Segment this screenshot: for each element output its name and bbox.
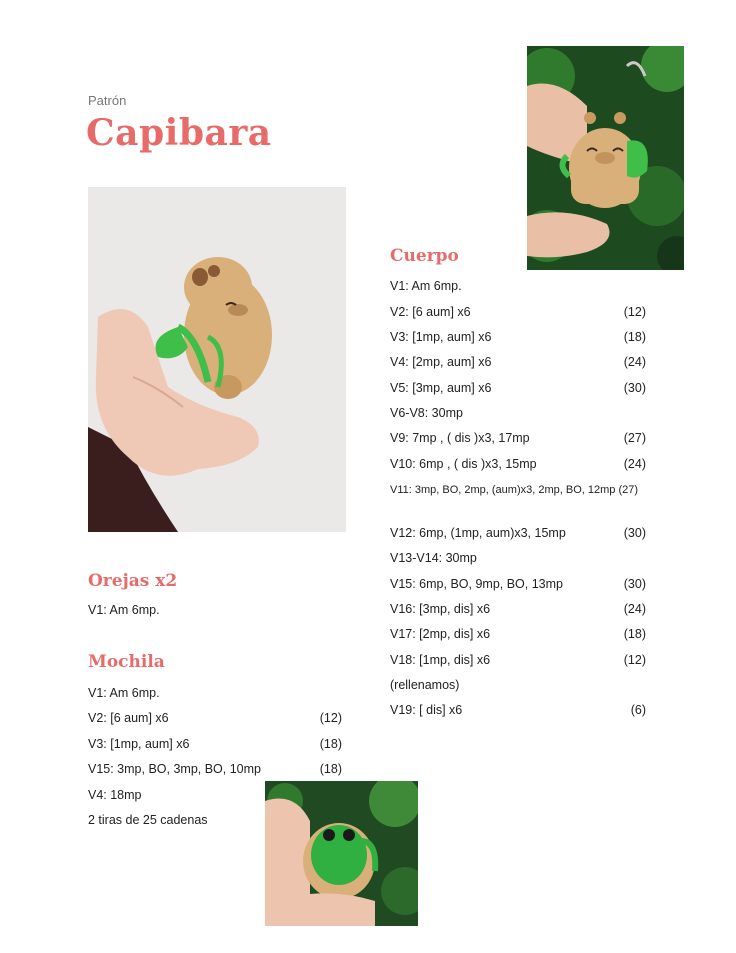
stitch-count: (12) (319, 711, 342, 725)
instruction-text: V9: 7mp , ( dis )x3, 17mp (390, 431, 530, 445)
instruction-text: V13-V14: 30mp (390, 551, 477, 565)
cuerpo-row (390, 279, 646, 293)
stitch-count: (18) (623, 330, 646, 344)
cuerpo-row (390, 305, 646, 319)
section-title-orejas: Orejas x2 (88, 571, 178, 591)
instruction-text: V4: [2mp, aum] x6 (390, 355, 492, 369)
stitch-count: (24) (623, 355, 646, 369)
stitch-count: (30) (623, 381, 646, 395)
stitch-count: (18) (319, 737, 342, 751)
section-title-cuerpo: Cuerpo (390, 246, 459, 266)
cuerpo-row (390, 551, 646, 565)
stitch-count: (30) (623, 526, 646, 540)
section-title-mochila: Mochila (88, 652, 165, 672)
cuerpo-row (390, 330, 646, 344)
cuerpo-row (390, 703, 646, 717)
instruction-text: V11: 3mp, BO, 2mp, (aum)x3, 2mp, BO, 12mp (27) (390, 484, 638, 496)
cuerpo-row (390, 653, 646, 667)
instruction-text: V15: 6mp, BO, 9mp, BO, 13mp (390, 577, 563, 591)
stitch-count: (24) (623, 602, 646, 616)
instruction-text: (rellenamos) (390, 678, 460, 692)
cuerpo-row (390, 457, 646, 471)
cuerpo-row (390, 381, 646, 395)
cuerpo-row (390, 627, 646, 641)
instruction-text: V10: 6mp , ( dis )x3, 15mp (390, 457, 537, 471)
instruction-text: V19: [ dis] x6 (390, 703, 463, 717)
stitch-count: (12) (623, 653, 646, 667)
cuerpo-row (390, 577, 646, 591)
instruction-text: V3: [1mp, aum] x6 (390, 330, 492, 344)
mochila-row (88, 686, 342, 700)
instruction-text: V3: [1mp, aum] x6 (88, 737, 190, 751)
instruction-text: V2: [6 aum] x6 (88, 711, 169, 725)
stitch-count: (18) (319, 762, 342, 776)
instruction-text: V4: 18mp (88, 788, 142, 802)
cuerpo-row (390, 678, 646, 692)
cuerpo-row (390, 482, 646, 499)
instruction-text: V1: Am 6mp. (88, 686, 160, 700)
capybara-main-photo (88, 187, 346, 532)
cuerpo-row (390, 602, 646, 616)
instruction-text: V17: [2mp, dis] x6 (390, 627, 491, 641)
cuerpo-row (390, 355, 646, 369)
instruction-text: 2 tiras de 25 cadenas (88, 813, 208, 827)
stitch-count: (18) (623, 627, 646, 641)
instruction-text: V1: Am 6mp. (390, 279, 462, 293)
page-title: Capibara (86, 112, 272, 154)
stitch-count: (27) (623, 431, 646, 445)
mochila-row (88, 737, 342, 751)
cuerpo-row (390, 431, 646, 445)
instruction-text: V15: 3mp, BO, 3mp, BO, 10mp (88, 762, 261, 776)
stitch-count: (12) (623, 305, 646, 319)
stitch-count: (24) (623, 457, 646, 471)
stitch-count: (30) (623, 577, 646, 591)
cuerpo-row (390, 406, 646, 420)
instruction-text: V18: [1mp, dis] x6 (390, 653, 491, 667)
mochila-photo (265, 781, 418, 926)
orejas-row (88, 603, 342, 617)
instruction-text: V2: [6 aum] x6 (390, 305, 471, 319)
instruction-text: V16: [3mp, dis] x6 (390, 602, 491, 616)
cuerpo-row (390, 526, 646, 540)
mochila-row (88, 762, 342, 776)
instruction-text: V12: 6mp, (1mp, aum)x3, 15mp (390, 526, 566, 540)
instruction-text: V5: [3mp, aum] x6 (390, 381, 492, 395)
mochila-row (88, 711, 342, 725)
instruction-text: V1: Am 6mp. (88, 603, 160, 617)
capybara-keychain-photo-top (527, 46, 684, 270)
stitch-count: (6) (630, 703, 646, 717)
pattern-subtitle: Patrón (88, 93, 127, 108)
instruction-text: V6-V8: 30mp (390, 406, 463, 420)
